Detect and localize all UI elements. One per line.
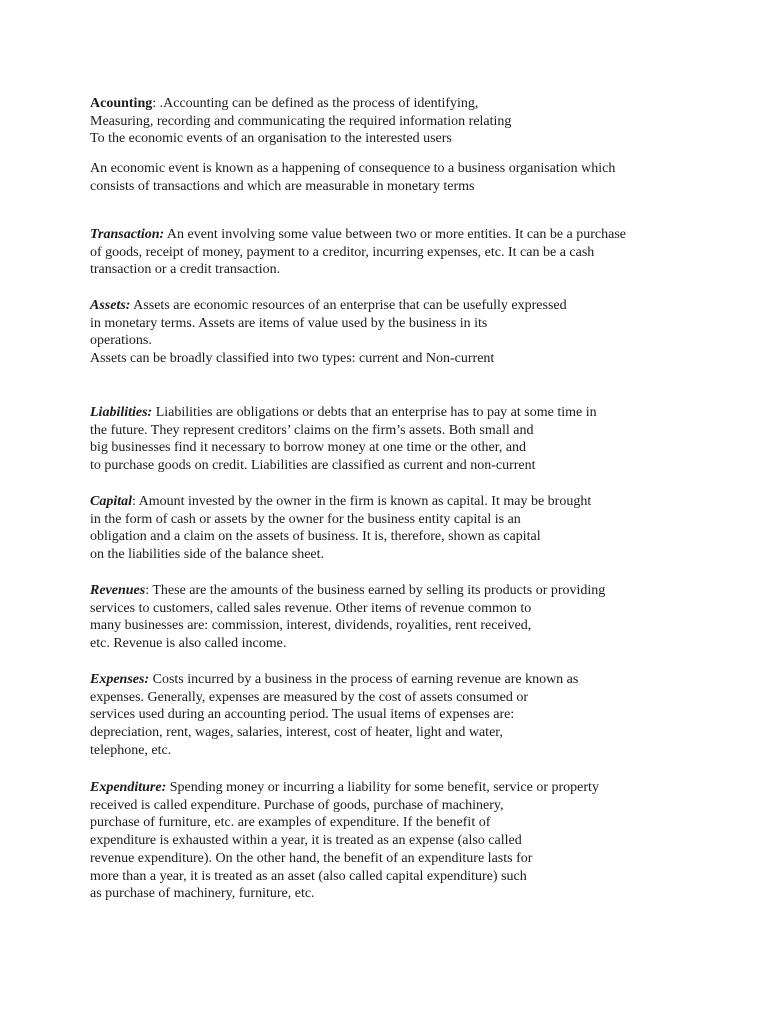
accounting-line-3: To the economic events of an organisation to the interested users: [90, 131, 452, 147]
transaction-paragraph: [90, 226, 626, 279]
liabilities-line-2: the future. They represent creditors’ claims on the firm’s assets. Both small and: [90, 422, 534, 438]
assets-term: Assets:: [90, 298, 131, 313]
assets-line-2: in monetary terms. Assets are items of value used by the business in its: [90, 315, 488, 331]
revenues-paragraph: [90, 582, 605, 653]
economic-event-paragraph: [90, 160, 615, 195]
expenditure-line-2: received is called expenditure. Purchase of goods, purchase of machinery,: [90, 797, 504, 813]
expenditure-line-1: [90, 779, 599, 797]
expenses-line-4: depreciation, rent, wages, salaries, interest, cost of heater, light and water,: [90, 725, 503, 741]
assets-definition-text: Assets are economic resources of an enterprise that can be usefully expressed: [130, 298, 567, 313]
accounting-definition-text: : .Accounting can be defined as the process of identifying,: [152, 96, 479, 111]
capital-line-4: on the liabilities side of the balance sheet.: [90, 547, 325, 563]
expenditure-line-7: as purchase of machinery, furniture, etc.: [90, 886, 315, 902]
revenues-line-2: services to customers, called sales revenue. Other items of revenue common to: [90, 600, 532, 616]
economic-event-line-2: consists of transactions and which are measurable in monetary terms: [90, 178, 475, 194]
assets-line-3: operations.: [90, 333, 152, 349]
liabilities-line-4: to purchase goods on credit. Liabilities are classified as current and non-current: [90, 458, 536, 474]
capital-definition-text: : Amount invested by the owner in the firm is known as capital. It may be brought: [132, 494, 592, 509]
capital-line-1: [90, 493, 591, 511]
transaction-line-3: transaction or a credit transaction.: [90, 262, 281, 278]
liabilities-definition-text: Liabilities are obligations or debts that an enterprise has to pay at some time in: [152, 405, 597, 420]
revenues-line-1: [90, 582, 605, 600]
expenses-term: Expenses:: [90, 672, 150, 687]
expenditure-line-4: expenditure is exhausted within a year, it is treated as an expense (also called: [90, 833, 522, 849]
revenues-line-4: etc. Revenue is also called income.: [90, 636, 287, 652]
revenues-line-3: many businesses are: commission, interest, dividends, royalities, rent received,: [90, 618, 532, 634]
expenditure-line-6: more than a year, it is treated as an asset (also called capital expenditure) such: [90, 868, 527, 884]
revenues-definition-text: : These are the amounts of the business earned by selling its products or providing: [145, 583, 606, 598]
accounting-paragraph: [90, 95, 511, 148]
liabilities-term: Liabilities:: [90, 405, 153, 420]
expenditure-line-3: purchase of furniture, etc. are examples of expenditure. If the benefit of: [90, 815, 491, 831]
capital-line-3: obligation and a claim on the assets of business. It is, therefore, shown as capital: [90, 529, 541, 545]
expenses-line-3: services used during an accounting period. The usual items of expenses are:: [90, 707, 515, 723]
assets-paragraph: [90, 297, 567, 368]
capital-paragraph: [90, 493, 591, 564]
transaction-line-2: of goods, receipt of money, payment to a creditor, incurring expenses, etc. It can be a cash: [90, 244, 595, 260]
liabilities-paragraph: [90, 404, 597, 475]
liabilities-line-3: big businesses find it necessary to borrow money at one time or the other, and: [90, 440, 527, 456]
revenues-term: Revenues: [90, 583, 146, 598]
expenses-line-5: telephone, etc.: [90, 742, 172, 758]
expenditure-paragraph: [90, 779, 599, 903]
assets-line-1: [90, 297, 567, 315]
transaction-definition-text: An event involving some value between two or more entities. It can be a purchase: [164, 227, 627, 242]
transaction-line-1: [90, 226, 626, 244]
assets-line-4: Assets can be broadly classified into two types: current and Non-current: [90, 351, 495, 367]
expenses-line-2: expenses. Generally, expenses are measured by the cost of assets consumed or: [90, 689, 528, 705]
accounting-term: Acounting: [90, 96, 153, 111]
expenses-definition-text: Costs incurred by a business in the process of earning revenue are known as: [149, 672, 579, 687]
liabilities-line-1: [90, 404, 597, 422]
transaction-term: Transaction:: [90, 227, 165, 242]
accounting-line-1: [90, 95, 511, 113]
expenses-paragraph: [90, 671, 578, 760]
capital-term: Capital: [90, 494, 133, 509]
accounting-line-2: Measuring, recording and communicating the required information relating: [90, 113, 512, 129]
capital-line-2: in the form of cash or assets by the owner for the business entity capital is an: [90, 511, 521, 527]
economic-event-line-1: An economic event is known as a happening of consequence to a business organisation which: [90, 161, 616, 176]
expenditure-line-5: revenue expenditure). On the other hand, the benefit of an expenditure lasts for: [90, 850, 533, 866]
expenses-line-1: [90, 671, 578, 689]
expenditure-definition-text: Spending money or incurring a liability for some benefit, service or property: [166, 780, 599, 795]
expenditure-term: Expenditure:: [90, 780, 167, 795]
